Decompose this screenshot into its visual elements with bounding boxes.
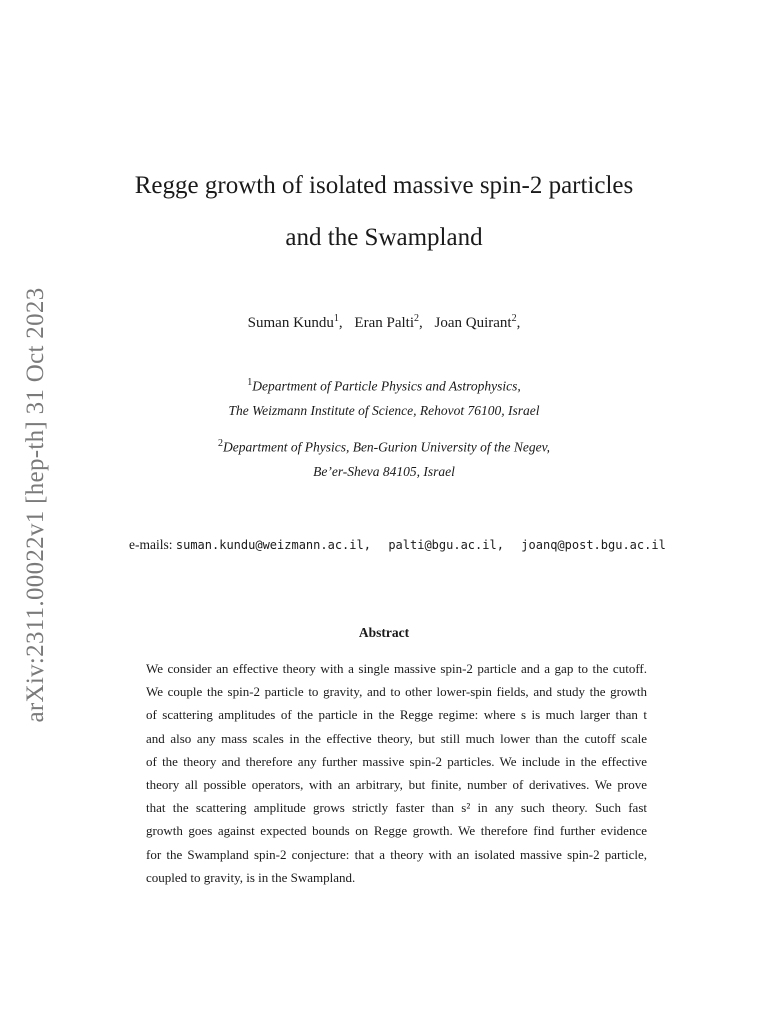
author-name: Suman Kundu	[247, 315, 334, 331]
author-name: Joan Quirant	[434, 315, 512, 331]
abstract-line: and also any mass scales in the effective theory, but still much lower than the cutoff scale	[146, 730, 647, 746]
abstract-line: growth goes against expected bounds on Regge growth. We therefore find further evidence	[146, 823, 647, 839]
abstract-line: theory all possible operators, with an arbitrary, but finite, number of derivatives. We prove	[146, 776, 647, 792]
abstract-line: that the scattering amplitude grows strictly faster than s² in any such theory. Such fast	[146, 800, 647, 816]
arxiv-identifier-stamp: arXiv:2311.00022v1 [hep-th] 31 Oct 2023	[22, 287, 49, 723]
abstract-line: We consider an effective theory with a single massive spin-2 particle and a gap to the cutoff.	[146, 661, 647, 676]
affiliation-1-line-1	[0, 377, 768, 395]
abstract-heading: Abstract	[358, 625, 410, 640]
abstract-line: We couple the spin-2 particle to gravity, and to other lower-spin fields, and study the growth	[146, 684, 647, 700]
author-affiliation-marker: 2	[414, 313, 419, 324]
author-affiliation-marker: 2	[511, 313, 517, 324]
author-separator: ,	[516, 315, 521, 331]
author-separator: ,	[338, 315, 343, 331]
author-2	[354, 315, 422, 331]
email-address-3[interactable]: joanq@post.bgu.ac.il	[521, 538, 666, 552]
author-list	[0, 313, 768, 332]
email-address-2[interactable]: palti@bgu.ac.il,	[388, 538, 504, 552]
author-1	[248, 315, 343, 331]
abstract-line: coupled to gravity, is in the Swampland.	[146, 869, 356, 885]
affiliation-1-line-2: The Weizmann Institute of Science, Rehovot 76100, Israel	[228, 403, 540, 418]
email-label: e-mails:	[129, 537, 173, 552]
affiliation-2-line-1	[0, 438, 768, 456]
paper-title-line-2: and the Swampland	[285, 224, 483, 251]
author-3	[435, 315, 521, 331]
affiliation-marker: 1	[247, 377, 253, 388]
affiliation-text: Department of Particle Physics and Astrophysics,	[252, 378, 521, 394]
paper-title-line-1: Regge growth of isolated massive spin-2 particles	[134, 172, 634, 199]
abstract-line: for the Swampland spin-2 conjecture: that a theory with an isolated massive spin-2 particle,	[146, 846, 647, 862]
affiliation-2-line-2: Be’er-Sheva 84105, Israel	[313, 464, 455, 479]
affiliation-marker: 2	[217, 438, 223, 449]
abstract-line: of scattering amplitudes of the particle in the Regge regime: where s is much larger than t	[146, 707, 647, 723]
abstract-line: of the theory and therefore any further massive spin-2 particles. We include in the effective	[146, 753, 647, 769]
email-line	[129, 537, 666, 553]
author-name: Eran Palti	[354, 315, 414, 331]
abstract-body	[146, 657, 647, 889]
email-address-1[interactable]: suman.kundu@weizmann.ac.il,	[175, 538, 371, 552]
author-affiliation-marker: 1	[333, 313, 339, 324]
author-separator: ,	[419, 315, 423, 331]
affiliation-text: Department of Physics, Ben-Gurion University of the Negev,	[222, 439, 551, 455]
